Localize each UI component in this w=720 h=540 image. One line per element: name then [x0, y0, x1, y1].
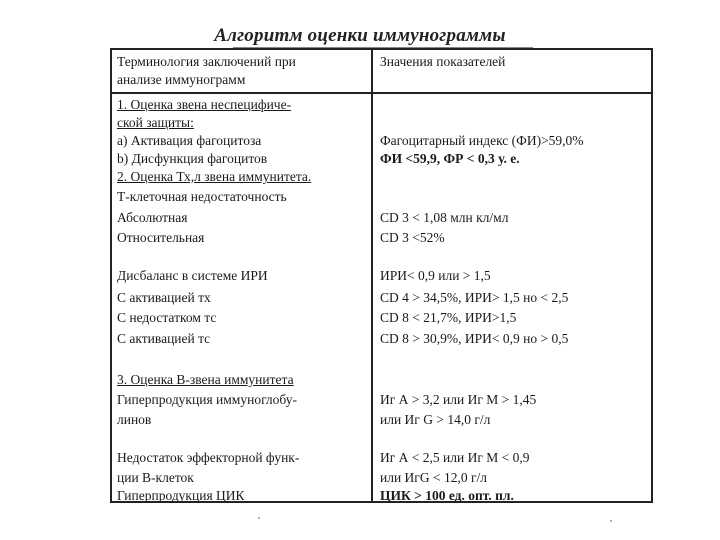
row-phagocyte-dysfunction: b) Дисфункция фагоцитов: [117, 151, 268, 166]
row-absolute: Абсолютная: [117, 210, 188, 225]
value-ig-hyperproduction-line1: Иг А > 3,2 или Иг М > 1,45: [380, 392, 537, 407]
column-divider: [371, 50, 373, 501]
row-phagocytosis-activation: а) Активация фагоцитоза: [117, 133, 262, 148]
row-iri-imbalance: Дисбаланс в системе ИРИ: [117, 268, 268, 283]
immunogram-table: [110, 48, 653, 503]
section-2-heading: [117, 167, 311, 186]
value-phagocyte-dysfunction: ФИ <59,9, ФР < 0,3 у. е.: [380, 151, 520, 166]
value-ig-hyperproduction-line2: или Иг G > 14,0 г/л: [380, 412, 491, 427]
page-title: Алгоритм оценки иммунограммы: [214, 25, 506, 46]
section-1-line1-text: 1. Оценка звена неспецифиче-: [117, 97, 292, 112]
value-tc-deficiency: CD 8 < 21,7%, ИРИ>1,5: [380, 310, 517, 325]
value-tx-activation: CD 4 > 34,5%, ИРИ> 1,5 но < 2,5: [380, 290, 569, 305]
section-1-line1: [117, 95, 291, 114]
header-right: Значения показателей: [380, 54, 506, 69]
value-relative: CD 3 <52%: [380, 230, 445, 245]
scan-speck: [610, 520, 612, 522]
row-b-effector-deficiency-line1: Недостаток эффекторной функ-: [117, 450, 300, 465]
row-tx-activation: С активацией тх: [117, 290, 211, 305]
row-ig-hyperproduction-line2: линов: [117, 412, 152, 427]
section-2-heading-text: 2. Оценка Тх,л звена иммунитета.: [117, 169, 312, 184]
value-tc-activation: CD 8 > 30,9%, ИРИ< 0,9 но > 0,5: [380, 331, 569, 346]
value-cic-hyperproduction: ЦИК > 100 ед. опт. пл.: [380, 488, 514, 503]
header-divider: [112, 92, 651, 94]
row-ig-hyperproduction-line1: Гиперпродукция иммуноглобу-: [117, 392, 298, 407]
header-left-line1-text: Терминология заключений при: [117, 54, 296, 69]
section-1-line2: ской защиты:: [117, 115, 194, 130]
header-left-line1: [117, 52, 365, 71]
row-relative: Относительная: [117, 230, 205, 245]
value-phagocytosis-activation: Фагоцитарный индекс (ФИ)>59,0%: [380, 133, 584, 148]
value-b-effector-deficiency-line2: или ИгG < 12,0 г/л: [380, 470, 487, 485]
value-b-effector-deficiency-line1: Иг А < 2,5 или Иг М < 0,9: [380, 450, 530, 465]
row-tc-activation: С активацией тс: [117, 331, 211, 346]
scan-speck: [258, 517, 260, 519]
row-b-effector-deficiency-line2: ции В-клеток: [117, 470, 194, 485]
section-3-heading: [117, 370, 294, 389]
section-3-heading-text: 3. Оценка В-звена иммунитета: [117, 372, 294, 387]
row-tc-deficiency: С недостатком тс: [117, 310, 217, 325]
row-t-cell-deficiency: Т-клеточная недостаточность: [117, 189, 287, 204]
row-cic-hyperproduction: Гиперпродукция ЦИК: [117, 488, 245, 503]
value-absolute: CD 3 < 1,08 млн кл/мл: [380, 210, 509, 225]
value-iri-imbalance: ИРИ< 0,9 или > 1,5: [380, 268, 491, 283]
header-left-line2: анализе иммунограмм: [117, 72, 246, 87]
